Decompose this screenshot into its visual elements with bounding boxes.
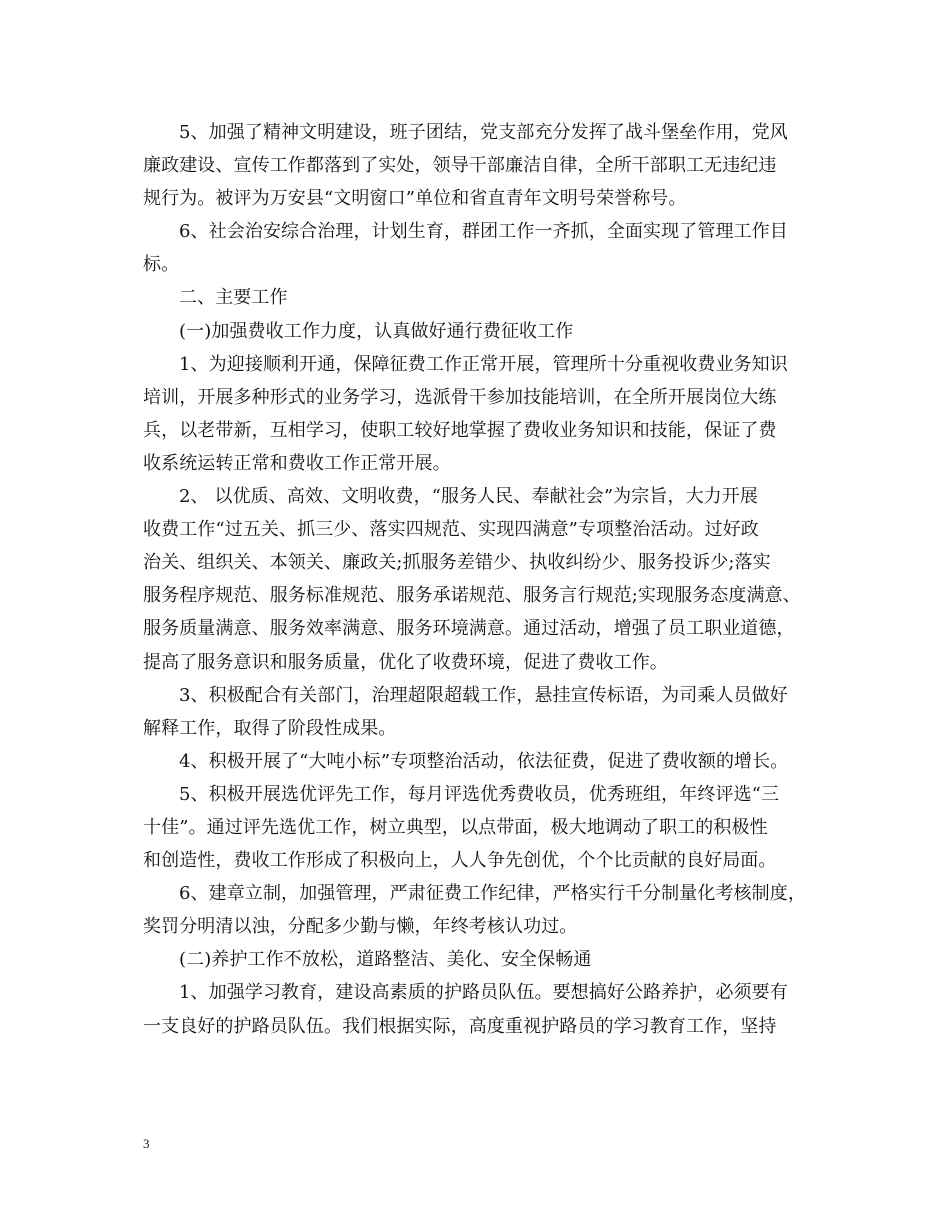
text-line: 1、加强学习教育，建设高素质的护路员队伍。要想搞好公路养护，必须要有 (179, 982, 788, 1004)
text-line: 和创造性，费收工作形成了积极向上，人人争先创优，个个比贡献的良好局面。 (143, 850, 777, 872)
text-line: 3、积极配合有关部门，治理超限超载工作，悬挂宣传标语，为司乘人员做好 (179, 684, 788, 706)
text-line: 一支良好的护路员队伍。我们根据实际，高度重视护路员的学习教育工作，坚持 (143, 1015, 777, 1037)
text-line: 服务质量满意、服务效率满意、服务环境满意。通过活动，增强了员工职业道德， (143, 618, 795, 640)
text-line: 收费工作“过五关、抓三少、落实四规范、实现四满意”专项整治活动。过好政 (143, 519, 759, 541)
text-line: 6、建章立制，加强管理，严肃征费工作纪律，严格实行千分制量化考核制度， (179, 883, 806, 905)
text-line: 治关、组织关、本领关、廉政关;抓服务差错少、执收纠纷少、服务投诉少;落实 (143, 552, 771, 574)
text-line: 5、加强了精神文明建设，班子团结，党支部充分发挥了战斗堡垒作用，党风 (179, 122, 788, 143)
text-line: 兵，以老带新，互相学习，使职工较好地掌握了费收业务知识和技能，保证了费 (143, 419, 777, 441)
text-line: 服务程序规范、服务标准规范、服务承诺规范、服务言行规范;实现服务态度满意、 (143, 585, 801, 607)
text-line: 提高了服务意识和服务质量，优化了收费环境，促进了费收工作。 (143, 651, 668, 673)
text-line: 奖罚分明清以浊，分配多少勤与懒，年终考核认功过。 (143, 916, 578, 938)
text-line: 2、 以优质、高效、文明收费，“服务人民、奉献社会”为宗旨，大力开展 (179, 486, 758, 508)
text-line: 收系统运转正常和费收工作正常开展。 (143, 452, 451, 474)
text-line: 标。 (143, 254, 180, 276)
text-line: 十佳”。通过评先选优工作，树立典型，以点带面，极大地调动了职工的积极性 (143, 816, 768, 838)
text-line: 解释工作，取得了阶段性成果。 (143, 717, 397, 739)
text-line: (二)养护工作不放松，道路整洁、美化、安全保畅通 (179, 949, 592, 971)
text-line: 1、为迎接顺利开通，保障征费工作正常开展，管理所十分重视收费业务知识 (179, 353, 788, 375)
page-number: 3 (143, 1136, 150, 1151)
text-line: 廉政建设、宣传工作都落到了实处，领导干部廉洁自律，全所干部职工无违纪违 (143, 155, 777, 177)
text-line: 5、积极开展选优评先工作，每月评选优秀费收员，优秀班组，年终评选“三 (179, 783, 780, 805)
document-body (143, 116, 806, 1043)
text-line: 培训，开展多种形式的业务学习，选派骨干参加技能培训，在全所开展岗位大练 (143, 386, 777, 408)
text-line: 6、社会治安综合治理，计划生育，群团工作一齐抓，全面实现了管理工作目 (179, 221, 788, 243)
text-line: (一)加强费收工作力度，认真做好通行费征收工作 (179, 320, 574, 342)
text-line: 二、主要工作 (179, 287, 288, 309)
text-line: 规行为。被评为万安县“文明窗口”单位和省直青年文明号荣誉称号。 (143, 188, 687, 210)
text-line: 4、积极开展了“大吨小标”专项整治活动，依法征费，促进了费收额的增长。 (179, 750, 789, 772)
